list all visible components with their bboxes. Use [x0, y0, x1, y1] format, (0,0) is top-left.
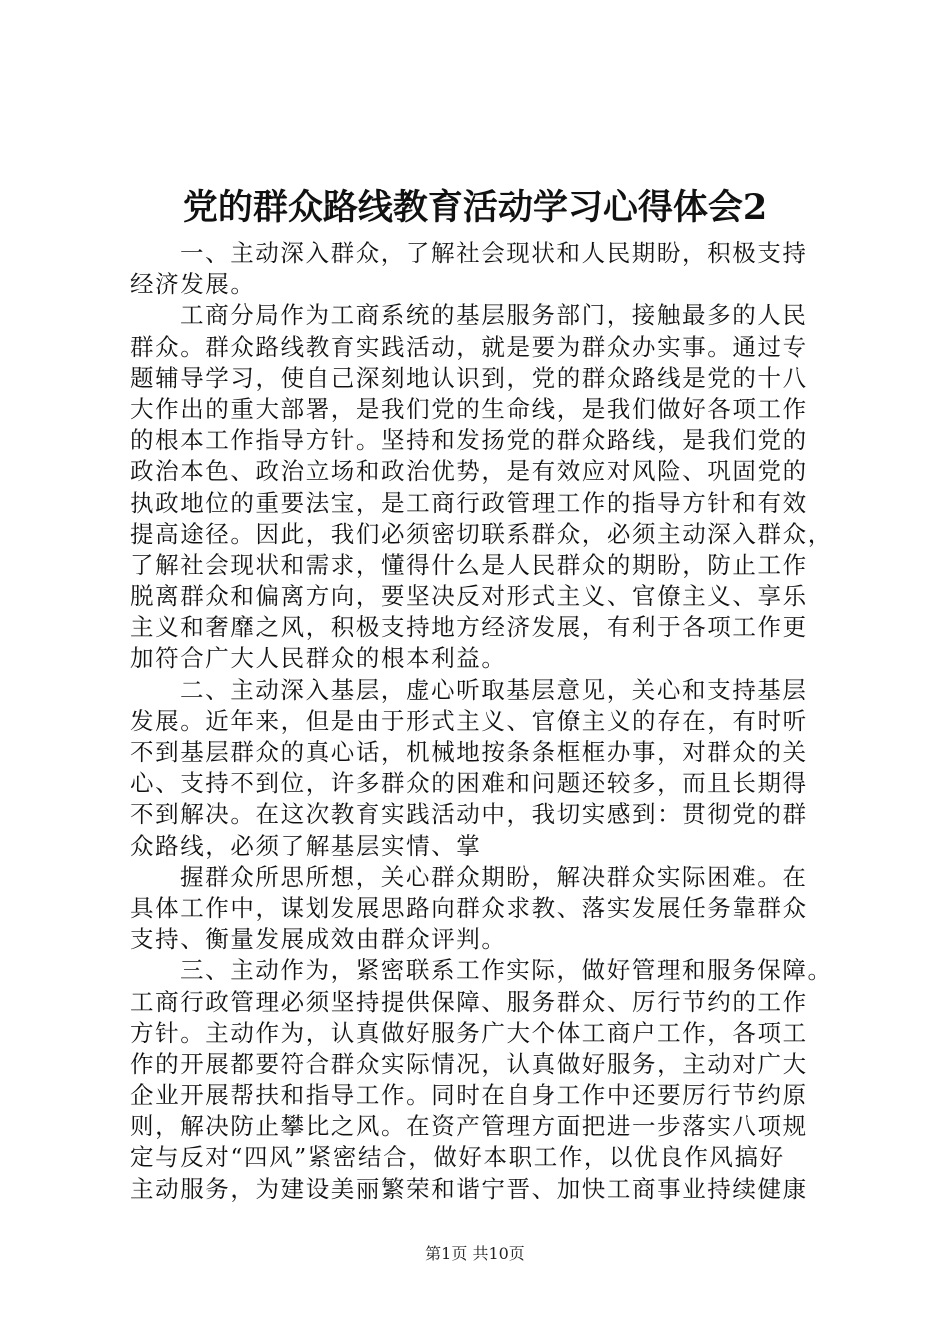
text-line: 不到解决。在这次教育实践活动中，我切实感到：贯彻党的群: [130, 800, 808, 829]
text-line: 方针。主动作为，认真做好服务广大个体工商户工作，各项工: [130, 1018, 808, 1047]
text-line: 工商分局作为工商系统的基层服务部门，接触最多的人民: [180, 301, 808, 330]
text-line: 具体工作中，谋划发展思路向群众求教、落实发展任务靠群众: [130, 893, 808, 922]
text-line: 企业开展帮扶和指导工作。同时在自身工作中还要厉行节约原: [130, 1081, 808, 1110]
text-line: 众路线，必须了解基层实情、掌: [130, 831, 482, 860]
text-line: 心、支持不到位，许多群众的困难和问题还较多，而且长期得: [130, 769, 808, 798]
text-line: 了解社会现状和需求，懂得什么是人民群众的期盼，防止工作: [130, 550, 808, 579]
text-line: 主动服务，为建设美丽繁荣和谐宁晋、加快工商事业持续健康: [130, 1174, 808, 1203]
text-line: 的根本工作指导方针。坚持和发扬党的群众路线，是我们党的: [130, 426, 808, 455]
text-line: 二、主动深入基层，虚心听取基层意见，关心和支持基层: [180, 675, 808, 704]
text-line: 题辅导学习，使自己深刻地认识到，党的群众路线是党的十八: [130, 363, 808, 392]
text-line: 群众。群众路线教育实践活动，就是要为群众办实事。通过专: [130, 332, 808, 361]
text-line: 经济发展。: [130, 270, 256, 299]
text-line: 政治本色、政治立场和政治优势，是有效应对风险、巩固党的: [130, 457, 808, 486]
text-line: 发展。近年来，但是由于形式主义、官僚主义的存在，有时听: [130, 706, 808, 735]
text-line: 提高途径。因此，我们必须密切联系群众，必须主动深入群众，: [130, 519, 833, 548]
text-line: 工商行政管理必须坚持提供保障、服务群众、厉行节约的工作: [130, 987, 808, 1016]
page-footer: 第1页 共10页: [425, 1244, 525, 1263]
text-line: 定与反对“四风”紧密结合，做好本职工作，以优良作风搞好: [130, 1143, 785, 1172]
document-title: 党的群众路线教育活动学习心得体会2: [182, 187, 768, 228]
text-line: 支持、衡量发展成效由群众评判。: [130, 925, 507, 954]
text-line: 加符合广大人民群众的根本利益。: [130, 644, 507, 673]
text-line: 握群众所思所想，关心群众期盼，解决群众实际困难。在: [180, 862, 808, 891]
text-line: 大作出的重大部署，是我们党的生命线，是我们做好各项工作: [130, 394, 808, 423]
text-line: 主义和奢靡之风，积极支持地方经济发展，有利于各项工作更: [130, 613, 808, 642]
document-body: [130, 238, 860, 1205]
text-line: 三、主动作为，紧密联系工作实际，做好管理和服务保障。: [180, 956, 833, 985]
text-line: 一、主动深入群众，了解社会现状和人民期盼，积极支持: [180, 239, 808, 267]
text-line: 则，解决防止攀比之风。在资产管理方面把进一步落实八项规: [130, 1112, 808, 1141]
text-line: 不到基层群众的真心话，机械地按条条框框办事，对群众的关: [130, 738, 808, 766]
text-line: 执政地位的重要法宝，是工商行政管理工作的指导方针和有效: [130, 488, 808, 517]
text-line: 作的开展都要符合群众实际情况，认真做好服务，主动对广大: [130, 1049, 808, 1078]
text-line: 脱离群众和偏离方向，要坚决反对形式主义、官僚主义、享乐: [130, 582, 808, 611]
